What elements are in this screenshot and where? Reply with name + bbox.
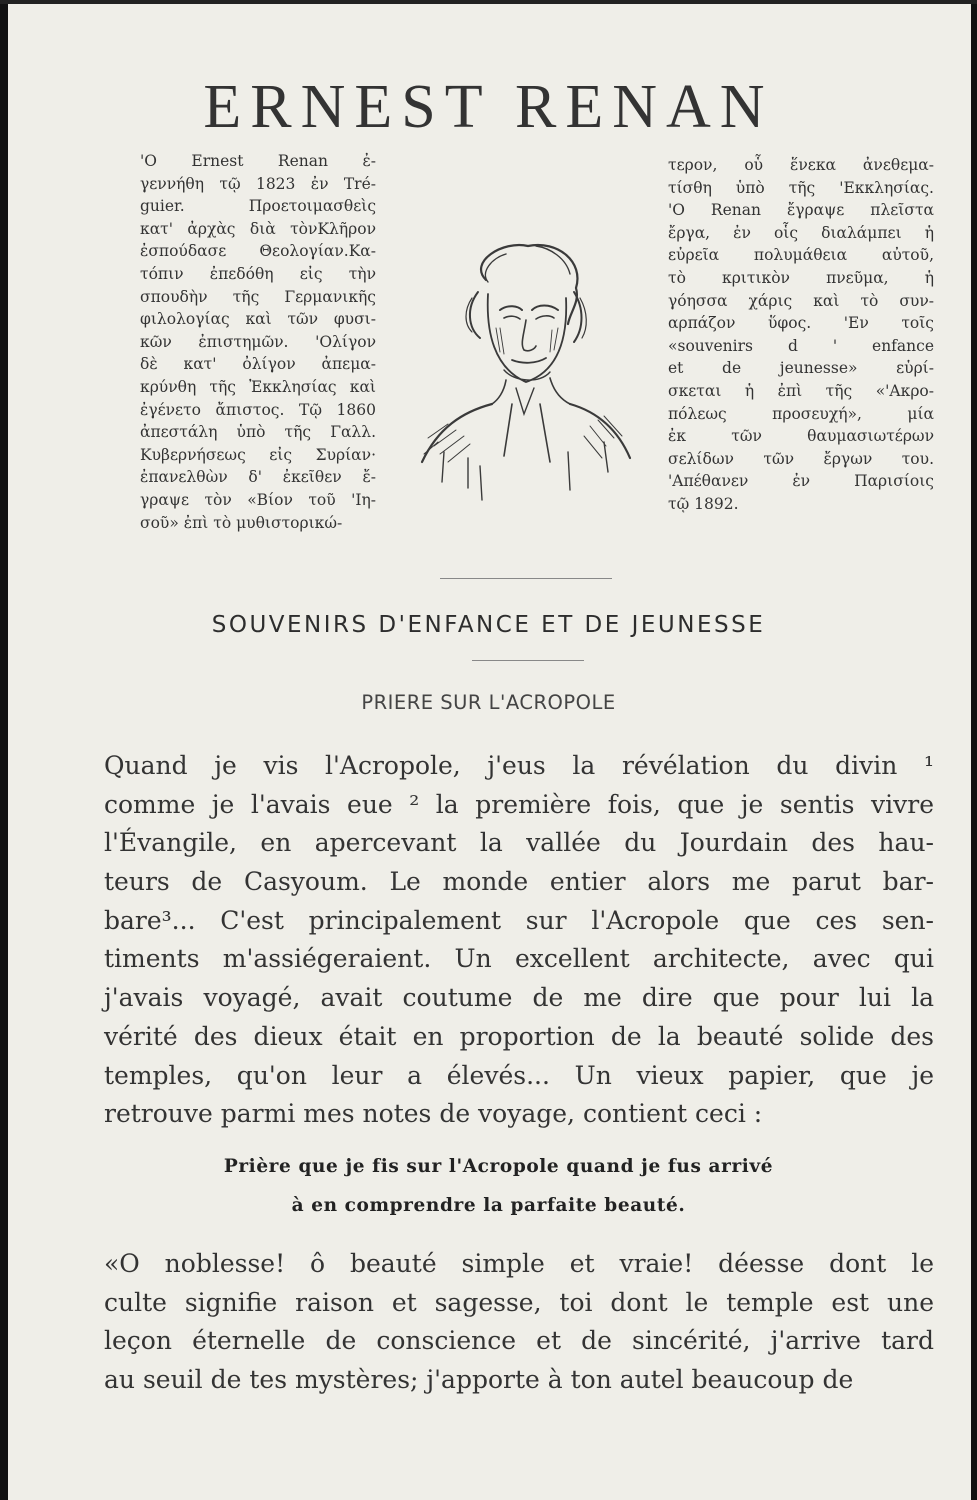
bio-left-line: ἐγένετο ἄπιστος. Τῷ 1860 [140,400,376,419]
bio-right-line: ἔργα, ἐν οἷς διαλάμπει ἡ [668,223,934,242]
paragraph-2 [104,1245,934,1400]
bio-left-line: ἐπανελθὼν δ' ἐκεῖθεν ἔ- [140,468,376,487]
bio-right-line: γόησσα χάρις καὶ τὸ συν- [668,291,934,310]
paragraph-1-line: j'avais voyagé, avait coutume de me dire que pour lui la [104,983,934,1013]
bio-left-line: κρύνθη τῆς Ἐκκλησίας καὶ [140,377,376,396]
bio-left-line: δὲ κατ' ὀλίγον ἀπεμα- [140,355,376,374]
bio-left-line: σπουδὴν τῆς Γερμανικῆς [140,287,376,306]
paragraph-2-line: «O noblesse! ô beauté simple et vraie! déesse dont le [104,1249,934,1278]
scan-edge-top [0,0,977,4]
bio-right-line: «souvenirs d ' enfance [668,336,934,355]
section-title: SOUVENIRS D'ENFANCE ET DE JEUNESSE [211,612,766,638]
paragraph-1 [104,747,934,1134]
scan-edge-left [0,0,8,1500]
paragraph-1-line: comme je l'avais eue ² la première fois, que je sentis vivre [104,789,934,819]
bio-left-line: ἐσπούδασε Θεολογίαν.Κα- [140,242,376,261]
bio-right-line: εὐρεῖα πολυμάθεια αὐτοῦ, [668,246,934,265]
bio-left-line: τόπιν ἐπεδόθη εἰς τὴν [140,264,376,283]
bio-right-line: τὸ κριτικὸν πνεῦμα, ἡ [668,268,934,287]
page-title: ERNEST RENAN [203,73,774,141]
bio-left-line: γεννήθη τῷ 1823 ἐν Tré- [140,174,376,193]
scan-edge-right [971,0,977,1500]
bio-left-line: 'Ο Ernest Renan ἐ- [140,152,376,170]
paragraph-1-line: l'Évangile, en apercevant la vallée du Jourdain des hau- [104,828,934,858]
bio-right-line: σκεται ἡ ἐπὶ τῆς «'Ακρο- [668,381,934,400]
paragraph-1-line: bare³... C'est principalement sur l'Acropole que ces sen- [104,905,934,935]
paragraph-1-line: teurs de Casyoum. Le monde entier alors me parut bar- [104,867,934,897]
bio-right-line: σελίδων τῶν ἔργων του. [668,449,934,468]
bio-right-line: ἐκ τῶν θαυμασιωτέρων [668,427,934,446]
prayer-title: PRIERE SUR L'ACROPOLE [361,691,616,714]
bio-left-line: Κυβερνήσεως εἰς Συρίαν· [140,445,376,464]
bio-right-line: αρπάζον ὕφος. 'Εν τοῖς [668,314,934,333]
bio-left-line: κῶν ἐπιστημῶν. 'Ολίγον [140,332,376,351]
divider-top [440,578,612,579]
prayer-heading-line-2: à en comprendre la parfaite beauté. [291,1195,686,1216]
divider-bottom [472,660,584,661]
paragraph-1-line: Quand je vis l'Acropole, j'eus la révélation du divin ¹ [104,751,934,780]
paragraph-1-line: temples, qu'on leur a élevés... Un vieux papier, que je [104,1060,934,1090]
paragraph-2-line: culte signifie raison et sagesse, toi dont le temple est une [104,1287,934,1317]
bio-left-line: ἀπεστάλη ὑπὸ τῆς Γαλλ. [140,423,376,442]
bio-left-line: κατ' ἀρχὰς διὰ τὸνΚλῆρον [140,219,376,238]
paragraph-1-line: retrouve parmi mes notes de voyage, contient ceci : [104,1099,763,1129]
paragraph-1-line: vérité des dieux était en proportion de la beauté solide des [104,1021,934,1051]
bio-right-line: 'Ο Renan ἔγραψε πλεῖστα [668,201,934,220]
bio-left-line: σοῦ» ἐπὶ τὸ μυθιστορικώ- [140,513,343,532]
bio-right-line: 'Απέθανεν ἐν Παρισίοις [668,472,934,491]
bio-left-column [140,150,376,534]
paragraph-2-line: leçon éternelle de conscience et de sincérité, j'arrive tard [104,1326,934,1356]
bio-right-line: τερον, οὗ ἕνεκα ἀνεθεμα- [668,156,934,174]
bio-right-line: τῷ 1892. [668,494,739,513]
bio-left-line: γραψε τὸν «Βίον τοῦ 'Ιη- [140,490,376,509]
prayer-heading-line-1: Prière que je fis sur l'Acropole quand je fus arrivé [223,1156,774,1177]
bio-left-line: φιλολογίας καὶ τῶν φυσι- [140,310,376,329]
bio-right-line: πόλεως προσευχή», μία [668,404,934,423]
bio-right-line: et de jeunesse» εὑρί- [668,359,934,378]
bio-left-line: guier. Προετοιμασθεὶς [140,197,376,216]
paragraph-1-line: timents m'assiégeraient. Un excellent architecte, avec qui [104,944,934,974]
paragraph-2-line: au seuil de tes mystères; j'apporte à ton autel beaucoup de [104,1365,854,1395]
bio-right-line: τίσθη ὑπὸ τῆς 'Εκκλησίας. [668,178,934,197]
renan-portrait-engraving [408,232,640,504]
bio-right-column [668,154,934,516]
